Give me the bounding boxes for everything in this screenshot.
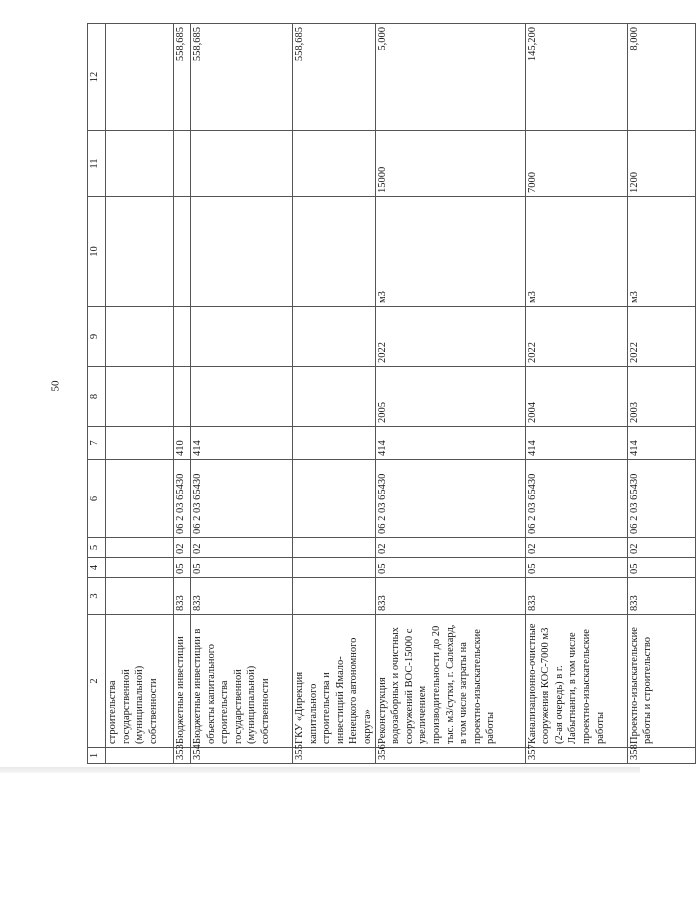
row-value-cell: 414 <box>375 427 525 460</box>
row-value-cell: 2003 <box>627 367 695 427</box>
row-value-cell: 06 2 03 65430 <box>191 460 293 538</box>
header-cell: 12 <box>88 24 106 131</box>
row-value-cell <box>106 558 174 578</box>
table-row <box>293 24 376 764</box>
row-value-cell <box>293 367 376 427</box>
row-value-cell <box>174 307 191 367</box>
header-cell: 5 <box>88 538 106 558</box>
row-value-cell <box>106 24 174 131</box>
row-value-cell <box>293 578 376 615</box>
row-value-cell: м3 <box>375 197 525 307</box>
row-value-cell <box>174 131 191 197</box>
budget-table <box>87 23 696 764</box>
rotated-table-wrapper <box>87 24 654 764</box>
row-value-cell <box>191 307 293 367</box>
row-value-cell <box>106 538 174 558</box>
scan-shadow <box>0 767 640 773</box>
row-value-cell <box>293 197 376 307</box>
row-value-cell <box>174 367 191 427</box>
table-row <box>191 24 293 764</box>
row-value-cell: 05 <box>525 558 627 578</box>
row-value-cell <box>106 367 174 427</box>
row-value-cell: 02 <box>174 538 191 558</box>
row-value-cell <box>191 197 293 307</box>
table-row <box>627 24 695 764</box>
row-value-cell <box>293 427 376 460</box>
header-cell: 1 <box>88 748 106 764</box>
row-value-cell: м3 <box>525 197 627 307</box>
row-value-cell: 06 2 03 65430 <box>375 460 525 538</box>
row-value-cell: 5,000 <box>375 24 525 131</box>
row-value-cell: 05 <box>375 558 525 578</box>
row-value-cell <box>174 197 191 307</box>
row-value-cell <box>293 558 376 578</box>
row-value-cell: 833 <box>525 578 627 615</box>
header-cell: 3 <box>88 578 106 615</box>
row-value-cell <box>293 307 376 367</box>
table-row <box>106 24 174 764</box>
header-cell: 11 <box>88 131 106 197</box>
row-number-cell: 358 <box>627 748 695 764</box>
row-value-cell: 558,685 <box>191 24 293 131</box>
row-value-cell <box>106 460 174 538</box>
row-value-cell <box>293 460 376 538</box>
header-cell: 2 <box>88 615 106 748</box>
row-value-cell: 06 2 03 65430 <box>525 460 627 538</box>
row-value-cell: 2022 <box>627 307 695 367</box>
row-value-cell: м3 <box>627 197 695 307</box>
header-cell: 9 <box>88 307 106 367</box>
row-number-cell <box>106 748 174 764</box>
row-name-cell: Проектно-изыскательские работы и строительство <box>627 615 695 748</box>
row-number-cell: 356 <box>375 748 525 764</box>
row-number-cell: 354 <box>191 748 293 764</box>
row-value-cell: 02 <box>627 538 695 558</box>
row-value-cell: 05 <box>627 558 695 578</box>
table-row <box>375 24 525 764</box>
row-value-cell: 414 <box>191 427 293 460</box>
row-name-cell: Канализационно-очистные сооружения КОС-7000 м3 (2-ая очередь) в г. Лабытнанги, в том числе проектно-изыскательские работы <box>525 615 627 748</box>
row-value-cell: 410 <box>174 427 191 460</box>
row-value-cell <box>293 131 376 197</box>
row-name-cell: Бюджетные инвестиции в объекты капитального строительства государственной (муниципальной) собственности <box>191 615 293 748</box>
row-value-cell: 2004 <box>525 367 627 427</box>
row-value-cell <box>106 307 174 367</box>
row-value-cell: 05 <box>174 558 191 578</box>
row-name-cell: ГКУ «Дирекция капитального строительства и инвестиций Ямало-Ненецкого автономного округа» <box>293 615 376 748</box>
header-cell: 6 <box>88 460 106 538</box>
header-cell: 8 <box>88 367 106 427</box>
header-row <box>88 24 106 764</box>
row-name-cell: Реконструкция водозаборных и очистных сооружений ВОС-15000 с увеличением производительности до 20 тыс. м3/сутки, г. Салехард, в том числе затраты на проектно-изыскательские работы <box>375 615 525 748</box>
row-number-cell: 357 <box>525 748 627 764</box>
row-value-cell: 8,000 <box>627 24 695 131</box>
page-number: 50 <box>49 380 61 392</box>
row-value-cell <box>191 367 293 427</box>
header-cell: 10 <box>88 197 106 307</box>
row-value-cell: 02 <box>375 538 525 558</box>
row-value-cell: 414 <box>525 427 627 460</box>
row-value-cell: 145,200 <box>525 24 627 131</box>
row-number-cell: 355 <box>293 748 376 764</box>
row-value-cell: 2022 <box>525 307 627 367</box>
row-value-cell: 414 <box>627 427 695 460</box>
row-value-cell: 558,685 <box>174 24 191 131</box>
row-value-cell: 833 <box>627 578 695 615</box>
row-value-cell <box>106 131 174 197</box>
row-value-cell <box>106 427 174 460</box>
row-value-cell <box>191 131 293 197</box>
table-row <box>525 24 627 764</box>
table-row <box>174 24 191 764</box>
row-value-cell: 06 2 03 65430 <box>174 460 191 538</box>
row-value-cell: 02 <box>525 538 627 558</box>
header-cell: 7 <box>88 427 106 460</box>
row-value-cell: 1200 <box>627 131 695 197</box>
row-value-cell <box>106 578 174 615</box>
row-name-cell: строительства государственной (муниципальной) собственности <box>106 615 174 748</box>
row-value-cell <box>106 197 174 307</box>
row-value-cell: 05 <box>191 558 293 578</box>
row-value-cell: 06 2 03 65430 <box>627 460 695 538</box>
row-number-cell: 353 <box>174 748 191 764</box>
row-value-cell: 833 <box>174 578 191 615</box>
row-value-cell <box>293 538 376 558</box>
row-value-cell: 2022 <box>375 307 525 367</box>
row-value-cell: 7000 <box>525 131 627 197</box>
row-name-cell: Бюджетные инвестиции <box>174 615 191 748</box>
row-value-cell: 2005 <box>375 367 525 427</box>
row-value-cell: 15000 <box>375 131 525 197</box>
row-value-cell: 833 <box>191 578 293 615</box>
row-value-cell: 558,685 <box>293 24 376 131</box>
row-value-cell: 833 <box>375 578 525 615</box>
row-value-cell: 02 <box>191 538 293 558</box>
header-cell: 4 <box>88 558 106 578</box>
